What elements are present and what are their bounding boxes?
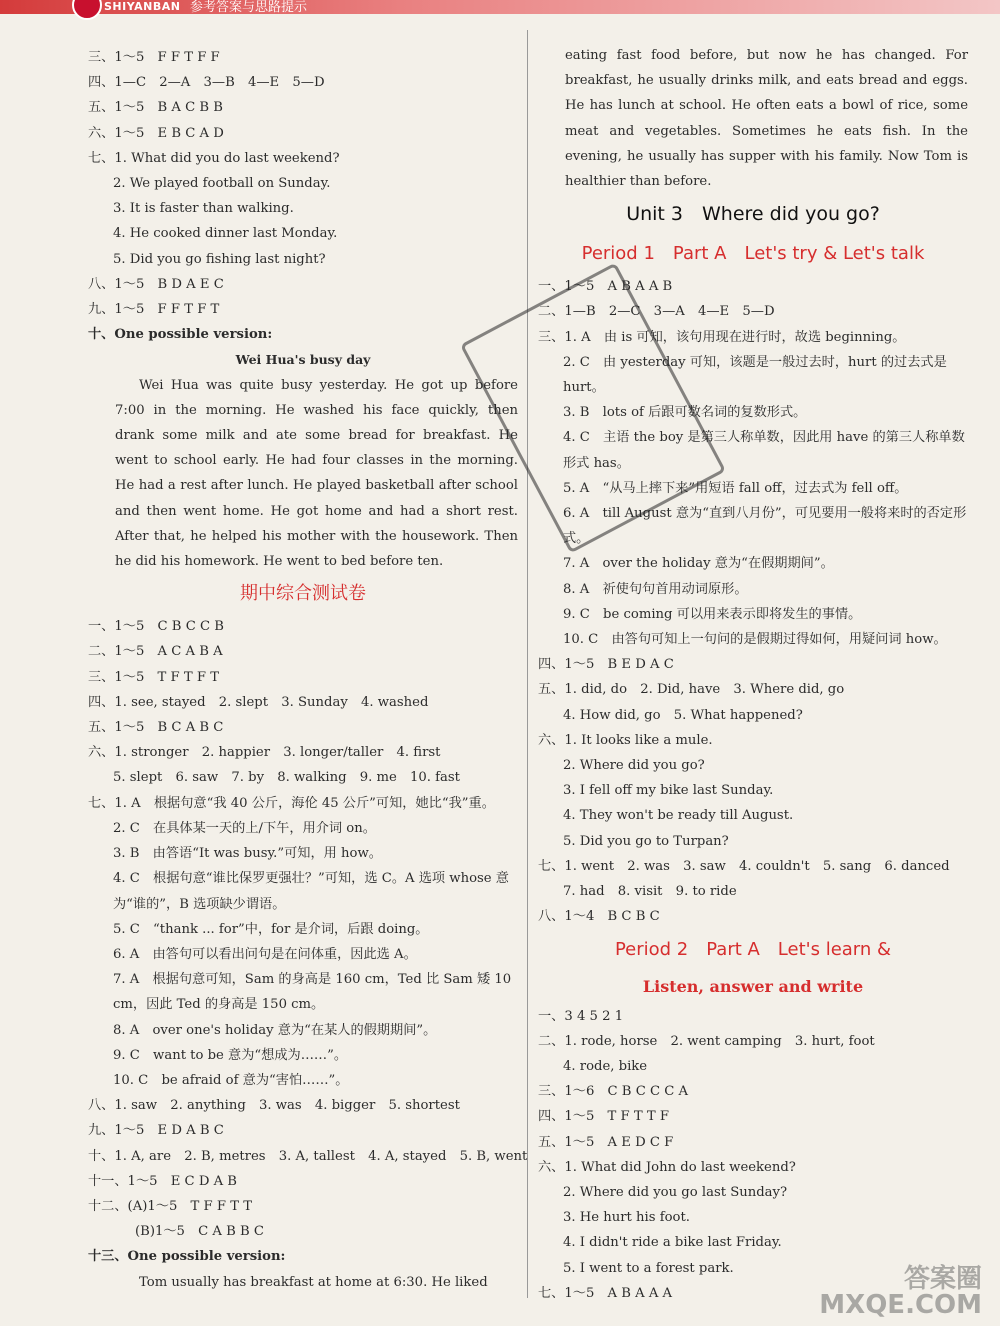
- answer-line: 五、1～5 A E D C F: [538, 1134, 674, 1150]
- answer-line: 六、1～5 E B C A D: [88, 125, 224, 141]
- column-divider: [527, 30, 528, 1298]
- answer-line: 三、1～6 C B C C C A: [538, 1084, 689, 1100]
- answer-line: 六、1. What did John do last weekend?: [538, 1159, 796, 1175]
- answer-line: 八、1～4 B C B C: [538, 909, 660, 925]
- essay-title: Wei Hua's busy day: [235, 352, 371, 368]
- brand-name: SHIYANBAN: [104, 0, 181, 13]
- answer-line: 9. C be coming 可以用来表示即将发生的事情。: [563, 606, 862, 622]
- answer-line: 8. A over one's holiday 意为“在某人的假期期间”。: [113, 1022, 437, 1038]
- answer-line: 7. had 8. visit 9. to ride: [563, 884, 737, 900]
- period-2-title: Period 2 Part A Let's learn &: [614, 938, 892, 960]
- answer-line: 4. I didn't ride a bike last Friday.: [563, 1235, 782, 1251]
- period-1-title: Period 1 Part A Let's try & Let's talk: [581, 243, 925, 265]
- answer-line: 一、3 4 5 2 1: [538, 1008, 624, 1024]
- answer-line: 2. C 由 yesterday 可知，该题是一般过去时，hurt 的过去式是 hurt。: [563, 354, 947, 396]
- answer-line: 十二、(A)1～5 T F F T T: [88, 1198, 252, 1214]
- right-column: [538, 43, 968, 1306]
- answer-line: 十、One possible version:: [88, 327, 273, 343]
- answer-line: 二、1—B 2—C 3—A 4—E 5—D: [538, 304, 775, 320]
- answer-line: 3. He hurt his foot.: [563, 1210, 690, 1226]
- answer-line: 5. A “从马上摔下来”用短语 fall off，过去式为 fell off。: [563, 480, 908, 496]
- answer-line: 10. C 由答句可知上一句问的是假期过得如何，用疑问词 how。: [563, 632, 947, 648]
- answer-line: 八、1～5 B D A E C: [88, 276, 224, 292]
- answer-line: 4. C 主语 the boy 是第三人称单数，因此用 have 的第三人称单数形式 has。: [563, 430, 965, 471]
- answer-line: 2. Where did you go last Sunday?: [563, 1184, 788, 1200]
- answer-line: 二、1. rode, horse 2. went camping 3. hurt, foot: [538, 1033, 875, 1049]
- answer-line: 十三、One possible version:: [88, 1249, 286, 1265]
- answer-line: 7. A 根据句意可知，Sam 的身高是 160 cm，Ted 比 Sam 矮 10 cm，因此 Ted 的身高是 150 cm。: [113, 972, 512, 1013]
- answer-line: 3. It is faster than walking.: [113, 201, 294, 217]
- answer-line: 二、1～5 A C A B A: [88, 644, 223, 660]
- answer-line: 3. B lots of 后跟可数名词的复数形式。: [563, 405, 807, 421]
- essay-text: Wei Hua was quite busy yesterday. He got up before 7:00 in the morning. He washed his face quickly, then drank some milk and ate some bread for breakfast. He went to school early. He had four classes in the morning. He had a rest after lunch. He played basketball after school and then went home. He got home and had a short rest. After that, he helped his mother with the housework. Then he did his homework. He went to bed before ten.: [115, 377, 518, 570]
- answer-line: 十、1. A, are 2. B, metres 3. A, tallest 4. A, stayed 5. B, went: [88, 1148, 528, 1164]
- essay-text: Tom usually has breakfast at home at 6:30. He liked: [139, 1274, 488, 1290]
- answer-line: 四、1～5 B E D A C: [538, 657, 674, 673]
- answer-line: 五、1. did, do 2. Did, have 3. Where did, go: [538, 682, 845, 698]
- answer-line: 4. C 根据句意“谁比保罗更强壮？”可知，选 C。A 选项 whose 意为“谁的”，B 选项缺少谓语。: [113, 871, 509, 912]
- answer-line: 3. B 由答语“It was busy.”可知，用 how。: [113, 846, 382, 862]
- answer-line: 一、1～5 A B A A B: [538, 279, 673, 295]
- left-column: [88, 45, 528, 1295]
- answer-line: 九、1～5 E D A B C: [88, 1123, 224, 1139]
- essay-text: eating fast food before, but now he has changed. For breakfast, he usually drinks milk, and eats bread and eggs. He has lunch at school. He often eats a bowl of rice, some meat and vegetables. Sometimes he eats fish. In the evening, he usually has supper with his family. Now Tom is healthier than before.: [565, 48, 968, 190]
- answer-line: 七、1. went 2. was 3. saw 4. couldn't 5. sang 6. danced: [538, 858, 950, 874]
- answer-line: 七、1. A 根据句意“我 40 公斤，海伦 45 公斤”可知，她比“我”重。: [88, 795, 495, 811]
- answer-line: 2. Where did you go?: [563, 758, 705, 774]
- header-title: 参考答案与思路提示: [190, 0, 308, 15]
- unit-title: Unit 3 Where did you go?: [626, 203, 880, 226]
- answer-line: 一、1～5 C B C C B: [88, 619, 224, 635]
- answer-line: 三、1～5 F F T F F: [88, 50, 220, 65]
- answer-line: 三、1. A 由 is 可知，该句用现在进行时，故选 beginning。: [538, 329, 906, 345]
- answer-line: 十一、1～5 E C D A B: [88, 1173, 237, 1189]
- section-heading-midterm: 期中综合测试卷: [240, 583, 366, 605]
- answer-line: 六、1. It looks like a mule.: [538, 732, 713, 748]
- answer-line: 9. C want to be 意为“想成为……”。: [113, 1047, 348, 1063]
- answer-line: 7. A over the holiday 意为“在假期期间”。: [563, 556, 834, 572]
- answer-line: 4. He cooked dinner last Monday.: [113, 226, 338, 242]
- answer-line: 5. Did you go fishing last night?: [113, 251, 326, 267]
- answer-line: 八、1. saw 2. anything 3. was 4. bigger 5. shortest: [88, 1098, 460, 1114]
- watermark: 答案圈 MXQE.COM: [819, 1264, 982, 1320]
- answer-line: 六、1. stronger 2. happier 3. longer/taller 4. first: [88, 745, 441, 761]
- answer-line: 2. We played football on Sunday.: [113, 176, 331, 192]
- answer-line: 九、1～5 F F T F T: [88, 302, 220, 318]
- answer-line: 8. A 祈使句句首用动词原形。: [563, 581, 748, 597]
- answer-line: 5. C “thank ... for”中，for 是介词，后跟 doing。: [113, 921, 429, 937]
- answer-line: 6. A 由答句可以看出问句是在问体重，因此选 A。: [113, 946, 417, 962]
- answer-line: 5. I went to a forest park.: [563, 1260, 734, 1276]
- answer-line: 4. They won't be ready till August.: [563, 808, 794, 824]
- answer-line: 5. Did you go to Turpan?: [563, 833, 729, 849]
- answer-line: 4. How did, go 5. What happened?: [563, 707, 803, 723]
- answer-line: 五、1～5 B C A B C: [88, 720, 224, 736]
- answer-line: 6. A till August 意为“直到八月份”，可见要用一般将来时的否定形式。: [563, 506, 967, 547]
- answer-line: 四、1—C 2—A 3—B 4—E 5—D: [88, 75, 325, 91]
- answer-line: 四、1. see, stayed 2. slept 3. Sunday 4. washed: [88, 694, 429, 710]
- answer-line: 三、1～5 T F T F T: [88, 669, 219, 685]
- answer-line: 2. C 在具体某一天的上/下午，用介词 on。: [113, 820, 376, 836]
- answer-line: 4. rode, bike: [563, 1058, 648, 1074]
- period-2-subtitle: Listen, answer and write: [642, 976, 864, 996]
- answer-line: 3. I fell off my bike last Sunday.: [563, 783, 774, 799]
- answer-line: (B)1～5 C A B B C: [135, 1224, 264, 1240]
- answer-line: 四、1～5 T F T T F: [538, 1109, 669, 1125]
- answer-line: 5. slept 6. saw 7. by 8. walking 9. me 10. fast: [113, 770, 460, 786]
- brand-logo-icon: [72, 0, 102, 20]
- answer-line: 七、1. What did you do last weekend?: [88, 150, 340, 166]
- answer-line: 五、1～5 B A C B B: [88, 100, 223, 116]
- answer-line: 10. C be afraid of 意为“害怕……”。: [113, 1072, 349, 1088]
- answer-line: 七、1～5 A B A A A: [538, 1285, 673, 1301]
